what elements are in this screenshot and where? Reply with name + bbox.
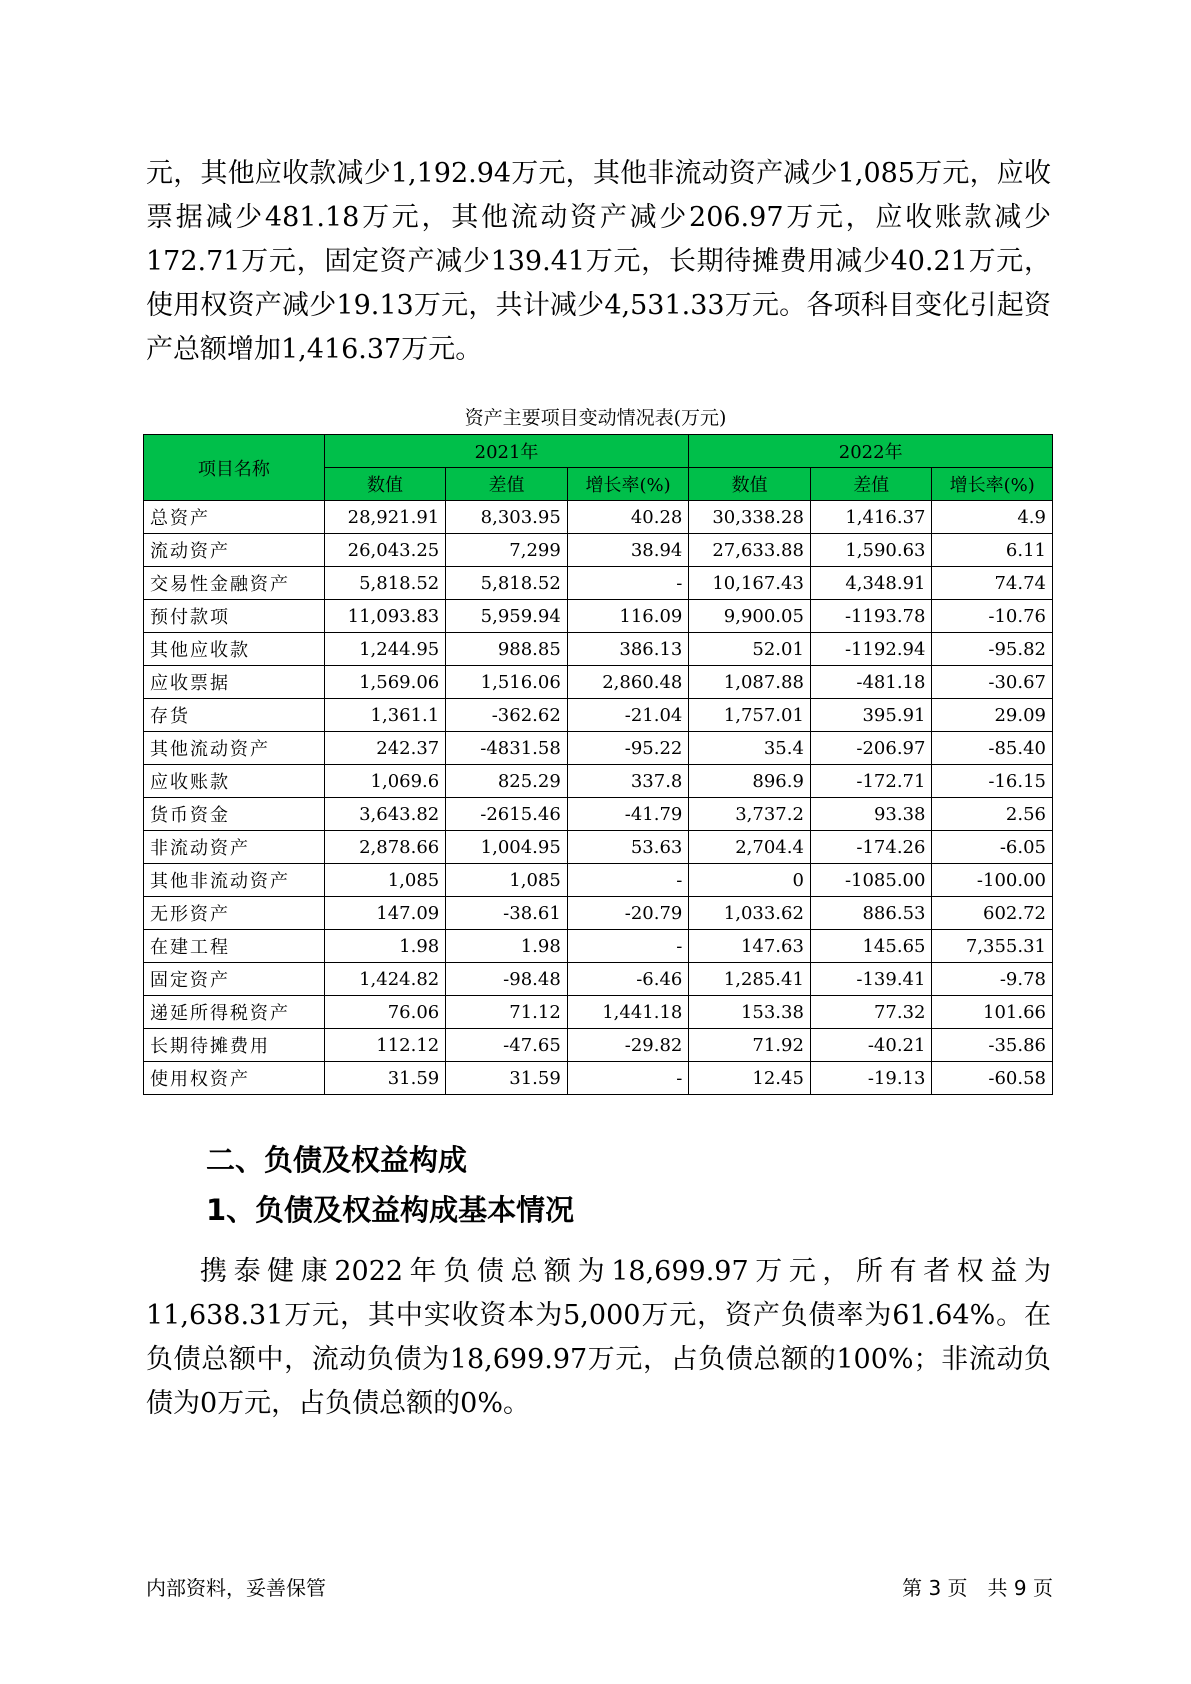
table-cell: -85.40 [932,732,1053,765]
table-cell: - [567,1062,689,1095]
header-growth-2022: 增长率(%) [932,468,1053,501]
table-cell: -60.58 [932,1062,1053,1095]
header-year-2021: 2021年 [324,435,689,468]
table-cell: -139.41 [810,963,932,996]
table-row [144,798,1053,831]
table-cell: 1,441.18 [567,996,689,1029]
table-cell: -1192.94 [810,633,932,666]
table-cell: 1,757.01 [689,699,811,732]
row-item-name: 固定资产 [144,963,325,996]
table-cell: 395.91 [810,699,932,732]
table-cell: -1193.78 [810,600,932,633]
table-cell: 116.09 [567,600,689,633]
table-cell: 5,818.52 [446,567,568,600]
header-growth-2021: 增长率(%) [567,468,689,501]
row-item-name: 其他应收款 [144,633,325,666]
header-item-name: 项目名称 [144,435,325,501]
table-cell: -35.86 [932,1029,1053,1062]
table-cell: - [567,864,689,897]
row-item-name: 交易性金融资产 [144,567,325,600]
row-item-name: 非流动资产 [144,831,325,864]
table-row [144,831,1053,864]
header-year-2022: 2022年 [689,435,1053,468]
table-cell: 53.63 [567,831,689,864]
table-cell: 2.56 [932,798,1053,831]
row-item-name: 预付款项 [144,600,325,633]
row-item-name: 其他非流动资产 [144,864,325,897]
table-cell: -95.22 [567,732,689,765]
table-cell: 8,303.95 [446,501,568,534]
table-cell: 52.01 [689,633,811,666]
table-cell: -481.18 [810,666,932,699]
header-value-2022: 数值 [689,468,811,501]
table-cell: -10.76 [932,600,1053,633]
table-cell: 9,900.05 [689,600,811,633]
table-cell: 3,737.2 [689,798,811,831]
asset-changes-table [143,434,1053,1095]
table-cell: 1,590.63 [810,534,932,567]
table-cell: 1,424.82 [324,963,446,996]
row-item-name: 应收票据 [144,666,325,699]
table-cell: 12.45 [689,1062,811,1095]
table-cell: 71.12 [446,996,568,1029]
table-cell: -95.82 [932,633,1053,666]
table-cell: - [567,930,689,963]
table-cell: 153.38 [689,996,811,1029]
row-item-name: 货币资金 [144,798,325,831]
table-cell: -16.15 [932,765,1053,798]
row-item-name: 无形资产 [144,897,325,930]
table-cell: 38.94 [567,534,689,567]
table-row [144,864,1053,897]
table-cell: 112.12 [324,1029,446,1062]
table-row [144,567,1053,600]
table-cell: -40.21 [810,1029,932,1062]
table-row [144,699,1053,732]
table-cell: 988.85 [446,633,568,666]
table-cell: 1,244.95 [324,633,446,666]
row-item-name: 使用权资产 [144,1062,325,1095]
table-row [144,501,1053,534]
row-item-name: 存货 [144,699,325,732]
table-cell: -6.05 [932,831,1053,864]
table-cell: 28,921.91 [324,501,446,534]
table-cell: 242.37 [324,732,446,765]
table-header-row-years [144,435,1053,468]
table-cell: -206.97 [810,732,932,765]
table-cell: 3,643.82 [324,798,446,831]
table-cell: 1,033.62 [689,897,811,930]
table-row [144,732,1053,765]
table-cell: 386.13 [567,633,689,666]
table-cell: 1,085 [324,864,446,897]
table-cell: 40.28 [567,501,689,534]
table-cell: -29.82 [567,1029,689,1062]
row-item-name: 其他流动资产 [144,732,325,765]
table-cell: 2,860.48 [567,666,689,699]
table-cell: 31.59 [324,1062,446,1095]
table-row [144,633,1053,666]
header-value-2021: 数值 [324,468,446,501]
table-cell: 1,087.88 [689,666,811,699]
table-cell: -9.78 [932,963,1053,996]
table-cell: -30.67 [932,666,1053,699]
table-cell: 602.72 [932,897,1053,930]
table-cell: 0 [689,864,811,897]
table-cell: -38.61 [446,897,568,930]
table-cell: 6.11 [932,534,1053,567]
table-cell: 1,285.41 [689,963,811,996]
subsection-heading: 1、负债及权益构成基本情况 [206,1193,575,1227]
table-cell: 27,633.88 [689,534,811,567]
table-caption: 资产主要项目变动情况表(万元) [464,407,727,429]
table-row [144,996,1053,1029]
table-cell: 5,818.52 [324,567,446,600]
table-cell: 4.9 [932,501,1053,534]
header-diff-2022: 差值 [810,468,932,501]
table-body [144,501,1053,1095]
table-cell: 2,878.66 [324,831,446,864]
table-cell: 1,361.1 [324,699,446,732]
table-cell: 31.59 [446,1062,568,1095]
table-cell: 1.98 [324,930,446,963]
table-cell: 145.65 [810,930,932,963]
table-row [144,963,1053,996]
table-cell: -21.04 [567,699,689,732]
table-cell: 1,569.06 [324,666,446,699]
table-cell: 76.06 [324,996,446,1029]
table-cell: -6.46 [567,963,689,996]
table-cell: 29.09 [932,699,1053,732]
table-cell: 2,704.4 [689,831,811,864]
table-row [144,1029,1053,1062]
table-cell: 1,516.06 [446,666,568,699]
table-cell: 1,085 [446,864,568,897]
table-cell: 101.66 [932,996,1053,1029]
row-item-name: 应收账款 [144,765,325,798]
table-cell: 1,069.6 [324,765,446,798]
table-cell: -172.71 [810,765,932,798]
table-row [144,897,1053,930]
row-item-name: 总资产 [144,501,325,534]
table-cell: 10,167.43 [689,567,811,600]
table-cell: 1,416.37 [810,501,932,534]
row-item-name: 长期待摊费用 [144,1029,325,1062]
table-cell: -20.79 [567,897,689,930]
table-cell: 74.74 [932,567,1053,600]
table-cell: 35.4 [689,732,811,765]
footer-page-number: 第 3 页 共 9 页 [902,1576,1053,1600]
table-cell: -174.26 [810,831,932,864]
row-item-name: 递延所得税资产 [144,996,325,1029]
table-cell: 147.09 [324,897,446,930]
body-paragraph: 携泰健康2022年负债总额为18,699.97万元，所有者权益为11,638.31万元，其中实收资本为5,000万元，资产负债率为61.64%。在负债总额中，流动负债为18,699.97万元，占负债总额的100%；非流动负债为0万元，占负债总额的0%。 [146,1256,1051,1419]
table-row [144,1062,1053,1095]
table-cell: -4831.58 [446,732,568,765]
table-row [144,930,1053,963]
table-cell: 77.32 [810,996,932,1029]
table-cell: -1085.00 [810,864,932,897]
table-cell: 7,299 [446,534,568,567]
section-heading: 二、负债及权益构成 [206,1143,468,1177]
table-cell: 93.38 [810,798,932,831]
table-cell: -41.79 [567,798,689,831]
table-cell: -362.62 [446,699,568,732]
row-item-name: 流动资产 [144,534,325,567]
table-row [144,534,1053,567]
table-cell: -100.00 [932,864,1053,897]
table-row [144,765,1053,798]
table-cell: 30,338.28 [689,501,811,534]
table-cell: -47.65 [446,1029,568,1062]
table-cell: 896.9 [689,765,811,798]
table-cell: -2615.46 [446,798,568,831]
table-cell: 886.53 [810,897,932,930]
header-diff-2021: 差值 [446,468,568,501]
table-cell: 1,004.95 [446,831,568,864]
table-row [144,600,1053,633]
table-cell: 5,959.94 [446,600,568,633]
footer-confidential-note: 内部资料，妥善保管 [146,1576,326,1600]
table-cell: -98.48 [446,963,568,996]
table-cell: - [567,567,689,600]
table-cell: 11,093.83 [324,600,446,633]
table-cell: 7,355.31 [932,930,1053,963]
table-cell: 337.8 [567,765,689,798]
table-cell: 4,348.91 [810,567,932,600]
table-cell: -19.13 [810,1062,932,1095]
intro-paragraph: 元，其他应收款减少1,192.94万元，其他非流动资产减少1,085万元，应收票据减少481.18万元，其他流动资产减少206.97万元，应收账款减少172.71万元，固定资产减少139.41万元，长期待摊费用减少40.21万元，使用权资产减少19.13万元，共计减少4,531.33万元。各项科目变化引起资产总额增加1,416.37万元。 [146,158,1051,365]
table-cell: 1.98 [446,930,568,963]
table-cell: 825.29 [446,765,568,798]
table-cell: 147.63 [689,930,811,963]
table-row [144,666,1053,699]
table-cell: 26,043.25 [324,534,446,567]
table-cell: 71.92 [689,1029,811,1062]
row-item-name: 在建工程 [144,930,325,963]
